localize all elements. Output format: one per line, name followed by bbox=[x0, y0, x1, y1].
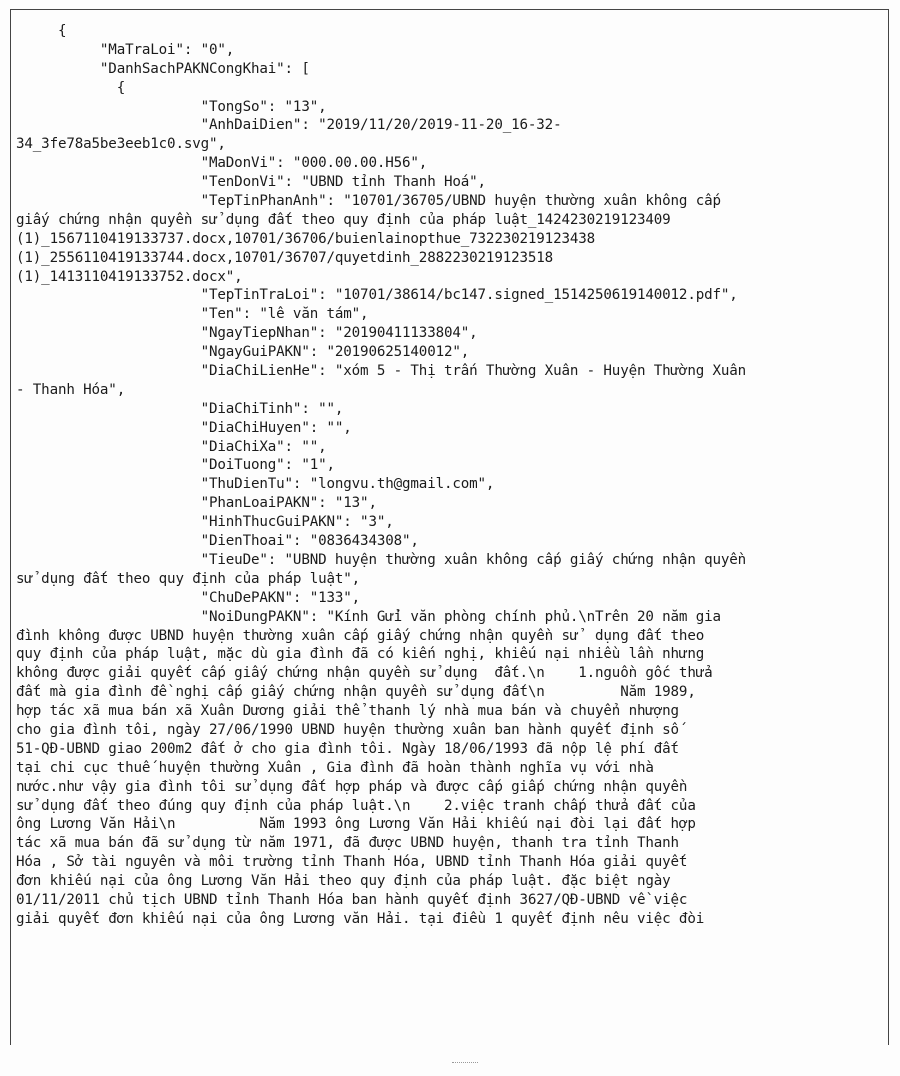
text-line: "DiaChiHuyen": "", bbox=[16, 419, 352, 436]
text-line: tại chi cục thuế huyện thường Xuân , Gia đình đã hoàn thành nghĩa vụ với nhà bbox=[16, 759, 654, 776]
text-line: "NgayTiepNhan": "20190411133804", bbox=[16, 325, 478, 342]
json-text-block bbox=[16, 22, 882, 929]
text-line: đình không được UBND huyện thường xuân cấp giấy chứng nhận quyền sử dụng đất theo bbox=[16, 627, 705, 644]
text-line: sử dụng đất theo quy định của pháp luật", bbox=[16, 570, 361, 587]
text-line: đơn khiếu nại của ông Lương Văn Hải theo quy định của pháp luật. đặc biệt ngày bbox=[16, 873, 671, 890]
text-line: "TieuDe": "UBND huyện thường xuân không cấp giấy chứng nhận quyền bbox=[16, 551, 747, 568]
text-line: giải quyết đơn khiếu nại của ông Lương văn Hải. tại điều 1 quyết định nêu việc đòi bbox=[16, 910, 705, 927]
text-line: nước.như vậy gia đình tôi sử dụng đất hợp pháp và được cấp giấp chứng nhận quyền bbox=[16, 778, 688, 795]
text-line: "Ten": "lê văn tám", bbox=[16, 306, 369, 323]
text-line: quy định của pháp luật, mặc dù gia đình đã có kiến nghị, khiếu nại nhiều lần nhưng bbox=[16, 646, 705, 663]
text-line: "MaDonVi": "000.00.00.H56", bbox=[16, 155, 428, 172]
text-line: ông Lương Văn Hải\n Năm 1993 ông Lương Văn Hải khiếu nại đòi lại đất hợp bbox=[16, 816, 696, 833]
text-line: (1)_2556110419133744.docx,10701/36707/quyetdinh_2882230219123518 bbox=[16, 249, 554, 266]
text-line: "NgayGuiPAKN": "20190625140012", bbox=[16, 344, 470, 361]
text-line: cho gia đình tôi, ngày 27/06/1990 UBND huyện thường xuân ban hành quyết định số bbox=[16, 721, 679, 738]
text-line: đất mà gia đình đề nghị cấp giấy chứng nhận quyền sử dụng đất\n Năm 1989, bbox=[16, 684, 696, 701]
text-line: "NoiDungPAKN": "Kính Gửi văn phòng chính phủ.\nTrên 20 năm gia bbox=[16, 608, 721, 625]
page-footer-mark bbox=[452, 1062, 478, 1073]
text-line: "DiaChiXa": "", bbox=[16, 438, 327, 455]
text-line: - Thanh Hóa", bbox=[16, 381, 126, 398]
text-line: "TongSo": "13", bbox=[16, 98, 327, 115]
text-line: "PhanLoaiPAKN": "13", bbox=[16, 495, 377, 512]
page-border-left bbox=[10, 9, 11, 1045]
text-line: "MaTraLoi": "0", bbox=[16, 41, 235, 58]
text-line: "DoiTuong": "1", bbox=[16, 457, 335, 474]
text-line: "AnhDaiDien": "2019/11/20/2019-11-20_16-32- bbox=[16, 117, 562, 134]
text-line: "DiaChiTinh": "", bbox=[16, 400, 344, 417]
text-line: "ThuDienTu": "longvu.th@gmail.com", bbox=[16, 476, 495, 493]
text-line: "TepTinPhanAnh": "10701/36705/UBND huyện thường xuân không cấp bbox=[16, 193, 721, 210]
text-line: "DanhSachPAKNCongKhai": [ bbox=[16, 60, 310, 77]
text-line: hợp tác xã mua bán xã Xuân Dương giải thể thanh lý nhà mua bán và chuyển nhượng bbox=[16, 703, 679, 720]
text-line: "HinhThucGuiPAKN": "3", bbox=[16, 514, 394, 531]
text-line: 01/11/2011 chủ tịch UBND tỉnh Thanh Hóa ban hành quyết định 3627/QĐ-UBND về việc bbox=[16, 891, 688, 908]
text-line: 34_3fe78a5be3eeb1c0.svg", bbox=[16, 136, 226, 153]
text-line: tác xã mua bán đã sử dụng từ năm 1971, đã được UBND huyện, thanh tra tỉnh Thanh bbox=[16, 835, 679, 852]
text-line: (1)_1567110419133737.docx,10701/36706/buienlainopthue_732230219123438 bbox=[16, 230, 596, 247]
text-line: "DienThoai": "0836434308", bbox=[16, 533, 419, 550]
page-border-right bbox=[888, 9, 889, 1045]
text-line: "TepTinTraLoi": "10701/38614/bc147.signed_1514250619140012.pdf", bbox=[16, 287, 738, 304]
text-line: sử dụng đất theo đúng quy định của pháp luật.\n 2.việc tranh chấp thửa đất của bbox=[16, 797, 696, 814]
text-line: giấy chứng nhận quyền sử dụng đất theo quy định của pháp luật_1424230219123409 bbox=[16, 211, 671, 228]
text-line: không được giải quyết cấp giấy chứng nhận quyền sử dụng đất.\n 1.nguồn gốc thửa bbox=[16, 665, 713, 682]
text-line: 51-QĐ-UBND giao 200m2 đất ở cho gia đình tôi. Ngày 18/06/1993 đã nộp lệ phí đất bbox=[16, 740, 679, 757]
page-border-top bbox=[10, 9, 888, 10]
text-line: { bbox=[16, 23, 67, 39]
text-line: Hóa , Sở tài nguyên và môi trường tỉnh Thanh Hóa, UBND tỉnh Thanh Hóa giải quyết bbox=[16, 854, 688, 871]
text-line: "ChuDePAKN": "133", bbox=[16, 589, 361, 606]
text-line: { bbox=[16, 79, 126, 96]
text-line: "TenDonVi": "UBND tỉnh Thanh Hoá", bbox=[16, 174, 486, 191]
text-line: "DiaChiLienHe": "xóm 5 - Thị trấn Thường Xuân - Huyện Thường Xuân bbox=[16, 363, 747, 380]
text-line: (1)_1413110419133752.docx", bbox=[16, 268, 243, 285]
